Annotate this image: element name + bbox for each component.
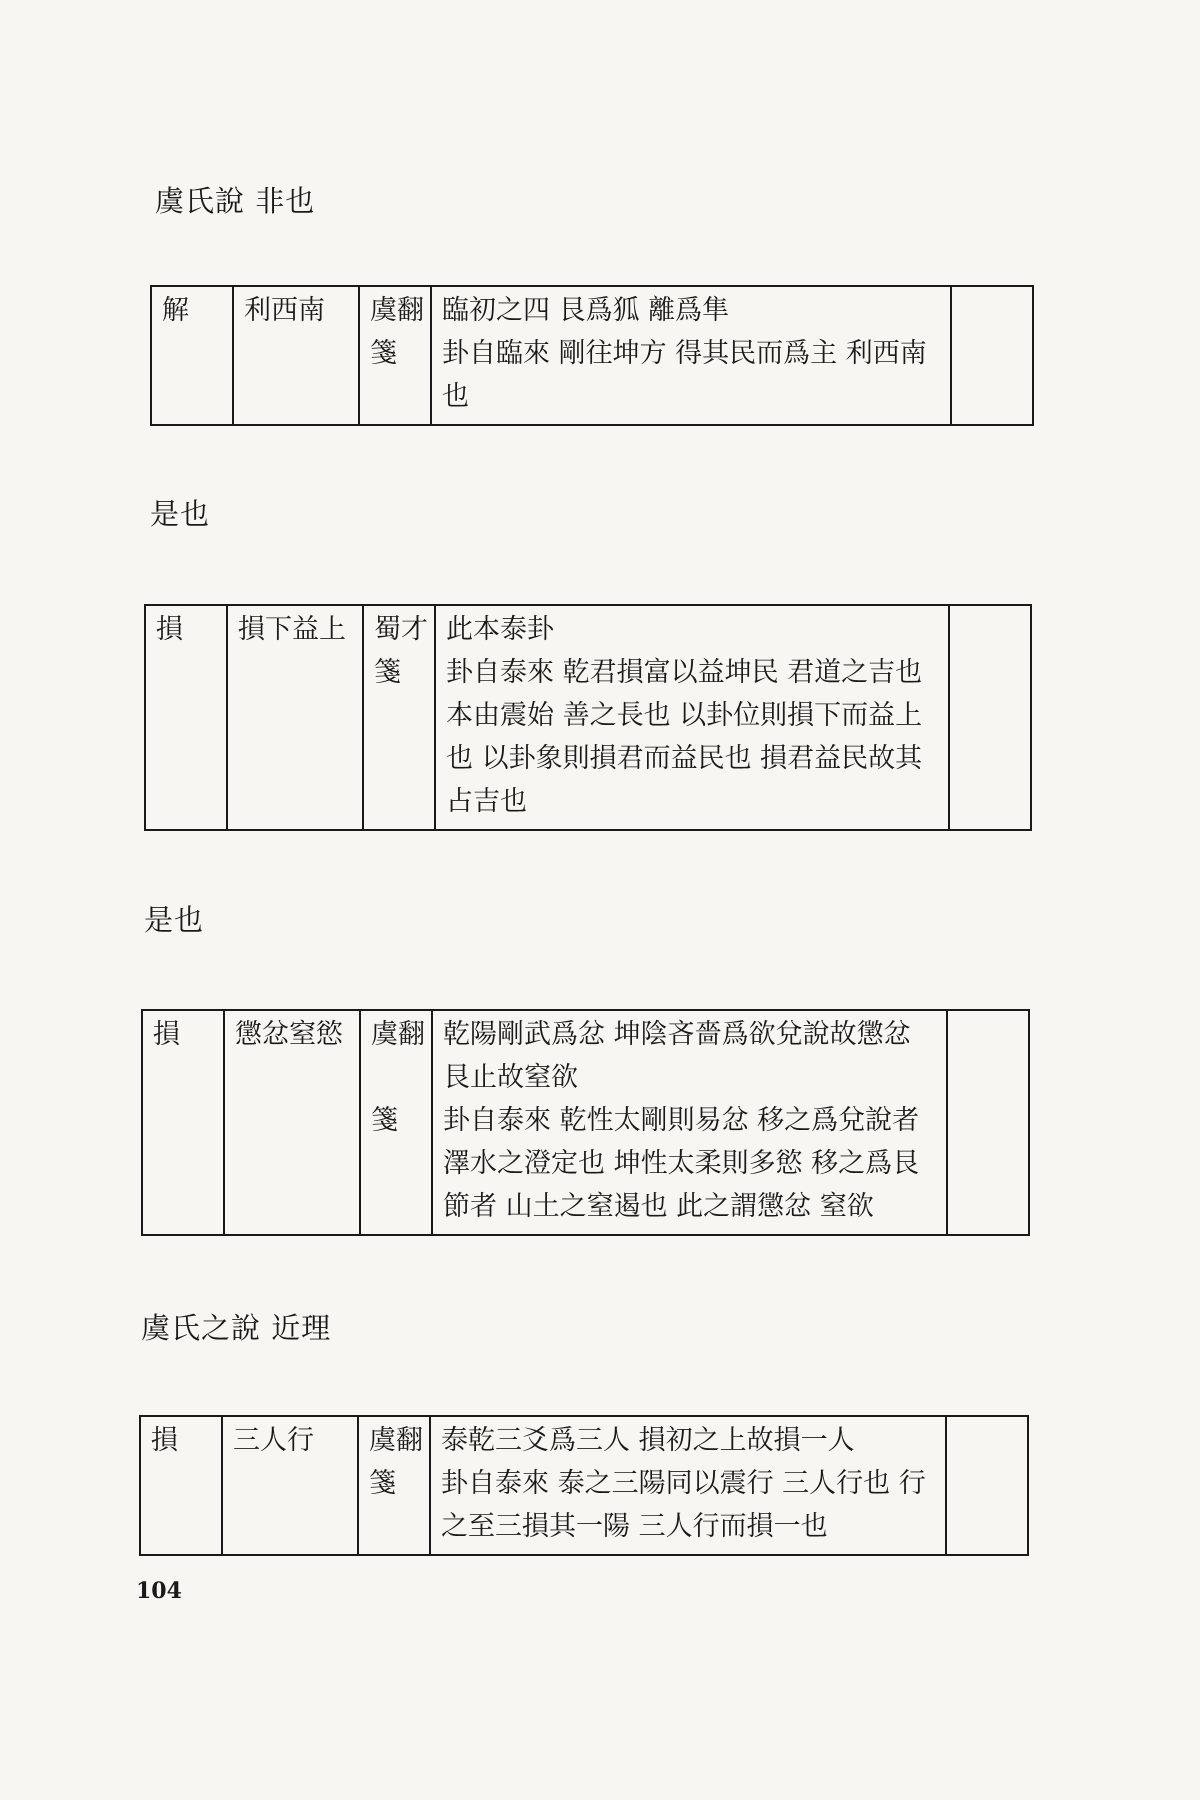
commentary-line: 卦自泰來 泰之三陽同以震行 三人行也 行之至三損其一陽 三人行而損一也 [441,1468,926,1542]
blank-cell [947,1010,1029,1235]
hexagram-cell: 解 [151,286,233,425]
blank-cell [949,605,1031,830]
commentary-cell [430,1416,946,1555]
commentary-line: 卦自臨來 剛往坤方 得其民而爲主 利西南也 [442,338,927,412]
source-cell: 虞翻箋 [359,286,431,425]
source-cell [360,1010,432,1235]
entry-table [139,1415,1029,1556]
commentary-line: 此本泰卦 [446,614,554,645]
blank-cell [946,1416,1028,1555]
commentary-cell [431,286,951,425]
table-row [140,1416,1028,1555]
commentary-cell [432,1010,947,1235]
phrase-cell: 懲忿窒慾 [224,1010,360,1235]
table-row [145,605,1031,830]
verdict-note: 是也 [150,497,211,531]
blank-cell [951,286,1033,425]
commentary-cell [435,605,949,830]
hexagram-cell: 損 [145,605,227,830]
entry-table [141,1009,1030,1236]
phrase-cell: 三人行 [222,1416,358,1555]
phrase-cell: 損下益上 [227,605,363,830]
hexagram-cell: 損 [140,1416,222,1555]
commentary-line: 泰乾三爻爲三人 損初之上故損一人 [441,1425,855,1456]
hexagram-cell: 損 [142,1010,224,1235]
source-line: 虞翻 [371,1019,425,1050]
entry-table [144,604,1032,831]
verdict-note: 虞氏說 非也 [155,184,316,218]
page-number: 104 [136,1578,182,1604]
source-cell: 虞翻箋 [358,1416,430,1555]
source-line: 箋 [371,1105,398,1136]
verdict-note: 虞氏之說 近理 [141,1311,332,1345]
phrase-cell: 利西南 [233,286,359,425]
commentary-line: 乾陽剛武爲忿 坤陰吝嗇爲欲兌說故懲忿艮止故窒欲 [443,1019,911,1093]
commentary-line: 臨初之四 艮爲狐 離爲隼 [442,295,730,326]
table-row [142,1010,1029,1235]
table-row [151,286,1033,425]
entry-table [150,285,1034,426]
source-cell: 蜀才箋 [363,605,435,830]
verdict-note: 是也 [144,903,205,937]
commentary-line: 卦自泰來 乾性太剛則易忿 移之爲兌說者澤水之澄定也 坤性太柔則多慾 移之爲艮節者 山土之窒遏也 此之謂懲忿 窒欲 [443,1105,920,1222]
commentary-line: 卦自泰來 乾君損富以益坤民 君道之吉也 本由震始 善之長也 以卦位則損下而益上也 以卦象則損君而益民也 損君益民故其占吉也 [446,657,923,817]
